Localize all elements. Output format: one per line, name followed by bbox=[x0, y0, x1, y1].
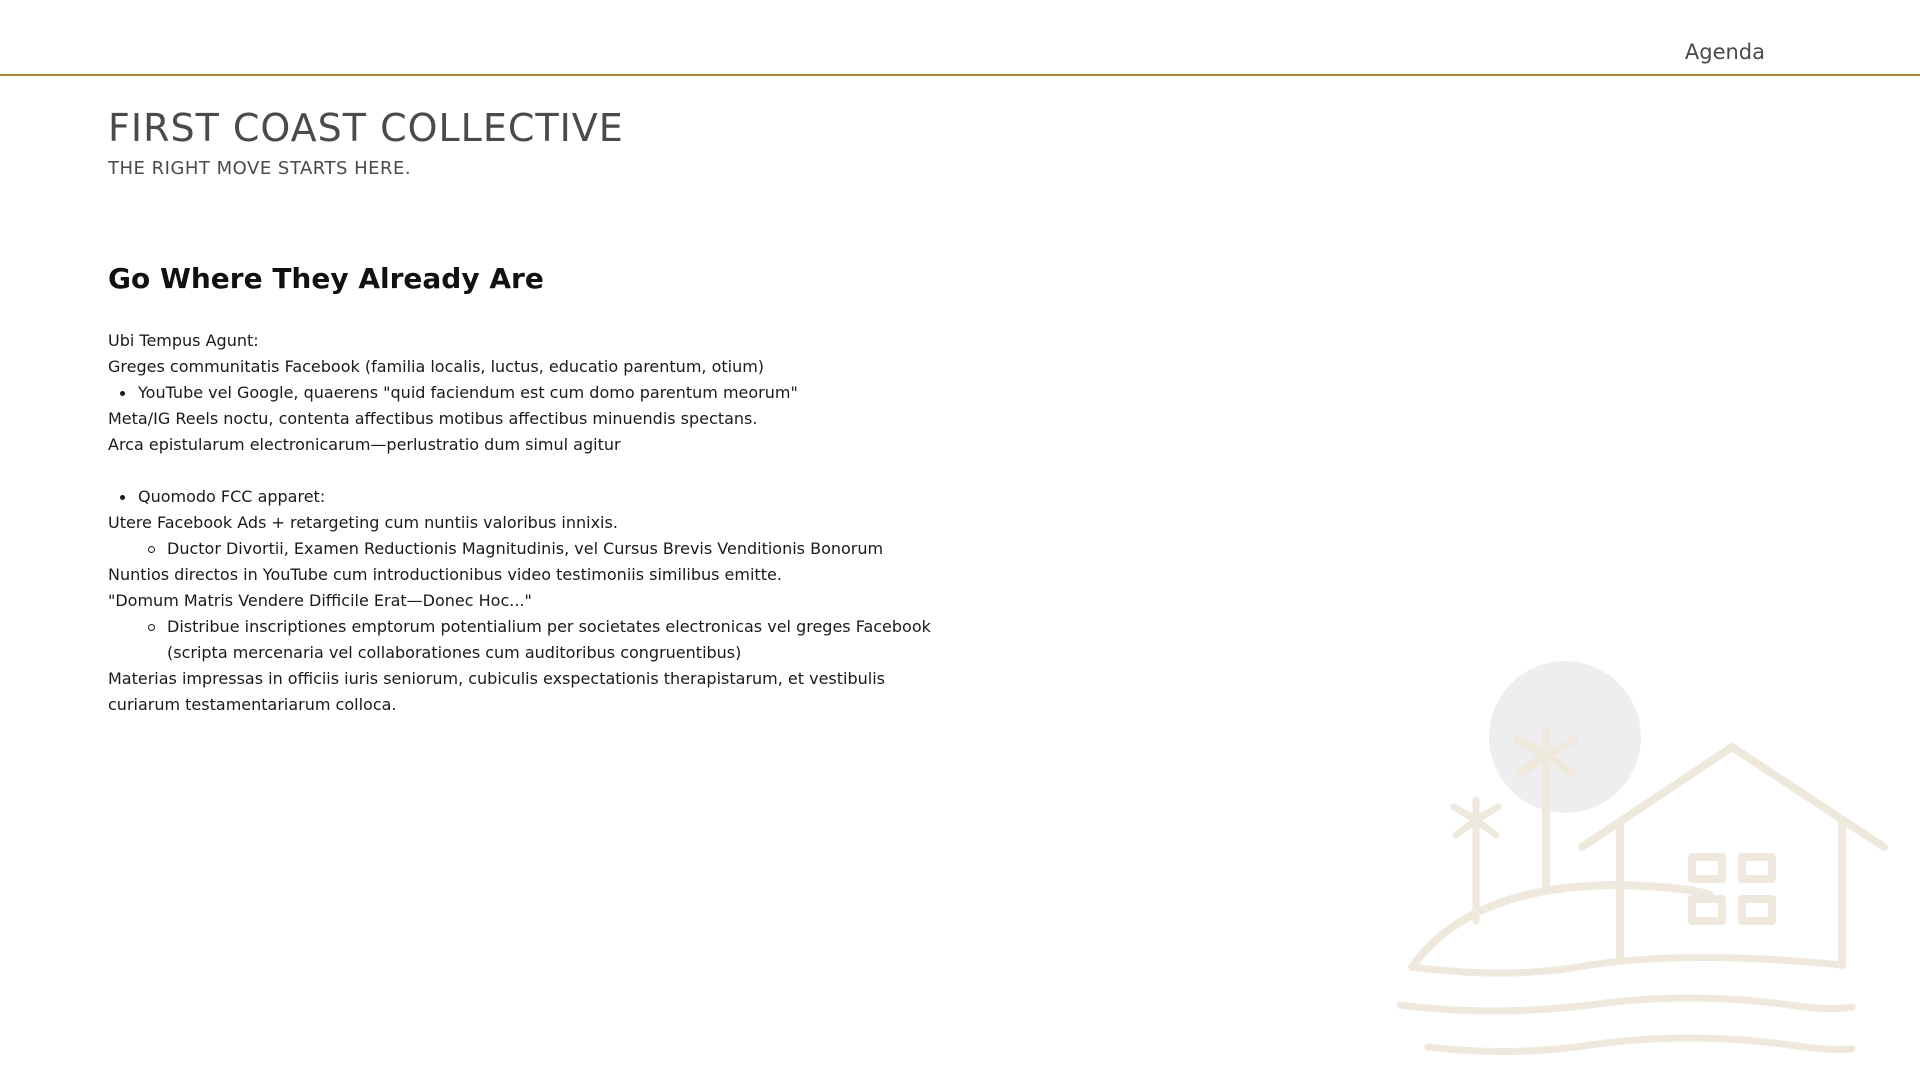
slide-content bbox=[108, 258, 968, 718]
spacer bbox=[108, 458, 968, 484]
top-navigation-bar bbox=[0, 0, 1920, 76]
sun-shape bbox=[1489, 661, 1641, 813]
brand-title: FIRST COAST COLLECTIVE bbox=[108, 106, 624, 150]
body-line: Greges communitatis Facebook (familia localis, luctus, educatio parentum, otium) bbox=[108, 357, 765, 376]
body-line: Meta/IG Reels noctu, contenta affectibus motibus affectibus minuendis spectans. bbox=[108, 409, 758, 428]
sub-bullet-item: Distribue inscriptiones emptorum potentialium per societates electronicas vel greges Facebook (scripta mercenaria vel collaborationes cum auditoribus congruentibus) bbox=[108, 614, 967, 666]
body-line: Materias impressas in officiis iuris seniorum, cubiculis exspectationis therapistarum, et vestibulis curiarum testamentariarum colloca. bbox=[108, 669, 886, 714]
sub-bullet-item: Ductor Divortii, Examen Reductionis Magnitudinis, vel Cursus Brevis Venditionis Bonorum bbox=[108, 536, 967, 562]
wave-line bbox=[1428, 1038, 1852, 1052]
slide-heading: Go Where They Already Are bbox=[108, 262, 544, 295]
body-line: Nuntios directos in YouTube cum introductionibus video testimoniis similibus emitte. bbox=[108, 565, 782, 584]
bullet-item: Quomodo FCC apparet: bbox=[108, 484, 968, 510]
body-line: "Domum Matris Vendere Difficile Erat—Donec Hoc..." bbox=[108, 591, 532, 610]
body-line: Utere Facebook Ads + retargeting cum nuntiis valoribus innixis. bbox=[108, 513, 618, 532]
body-line: Ubi Tempus Agunt: bbox=[108, 331, 259, 350]
bullet-item: YouTube vel Google, quaerens "quid faciendum est cum domo parentum meorum" bbox=[108, 380, 968, 406]
beach-house-icon bbox=[1390, 655, 1900, 1060]
agenda-link[interactable]: Agenda bbox=[1684, 40, 1765, 64]
wave-line bbox=[1412, 958, 1842, 974]
wave-line bbox=[1400, 998, 1852, 1011]
brand-tagline: THE RIGHT MOVE STARTS HERE. bbox=[108, 158, 412, 179]
brand-block bbox=[108, 104, 624, 179]
island-shape bbox=[1412, 885, 1710, 967]
slide-body bbox=[108, 328, 968, 718]
body-line: Arca epistularum electronicarum—perlustratio dum simul agitur bbox=[108, 435, 621, 454]
